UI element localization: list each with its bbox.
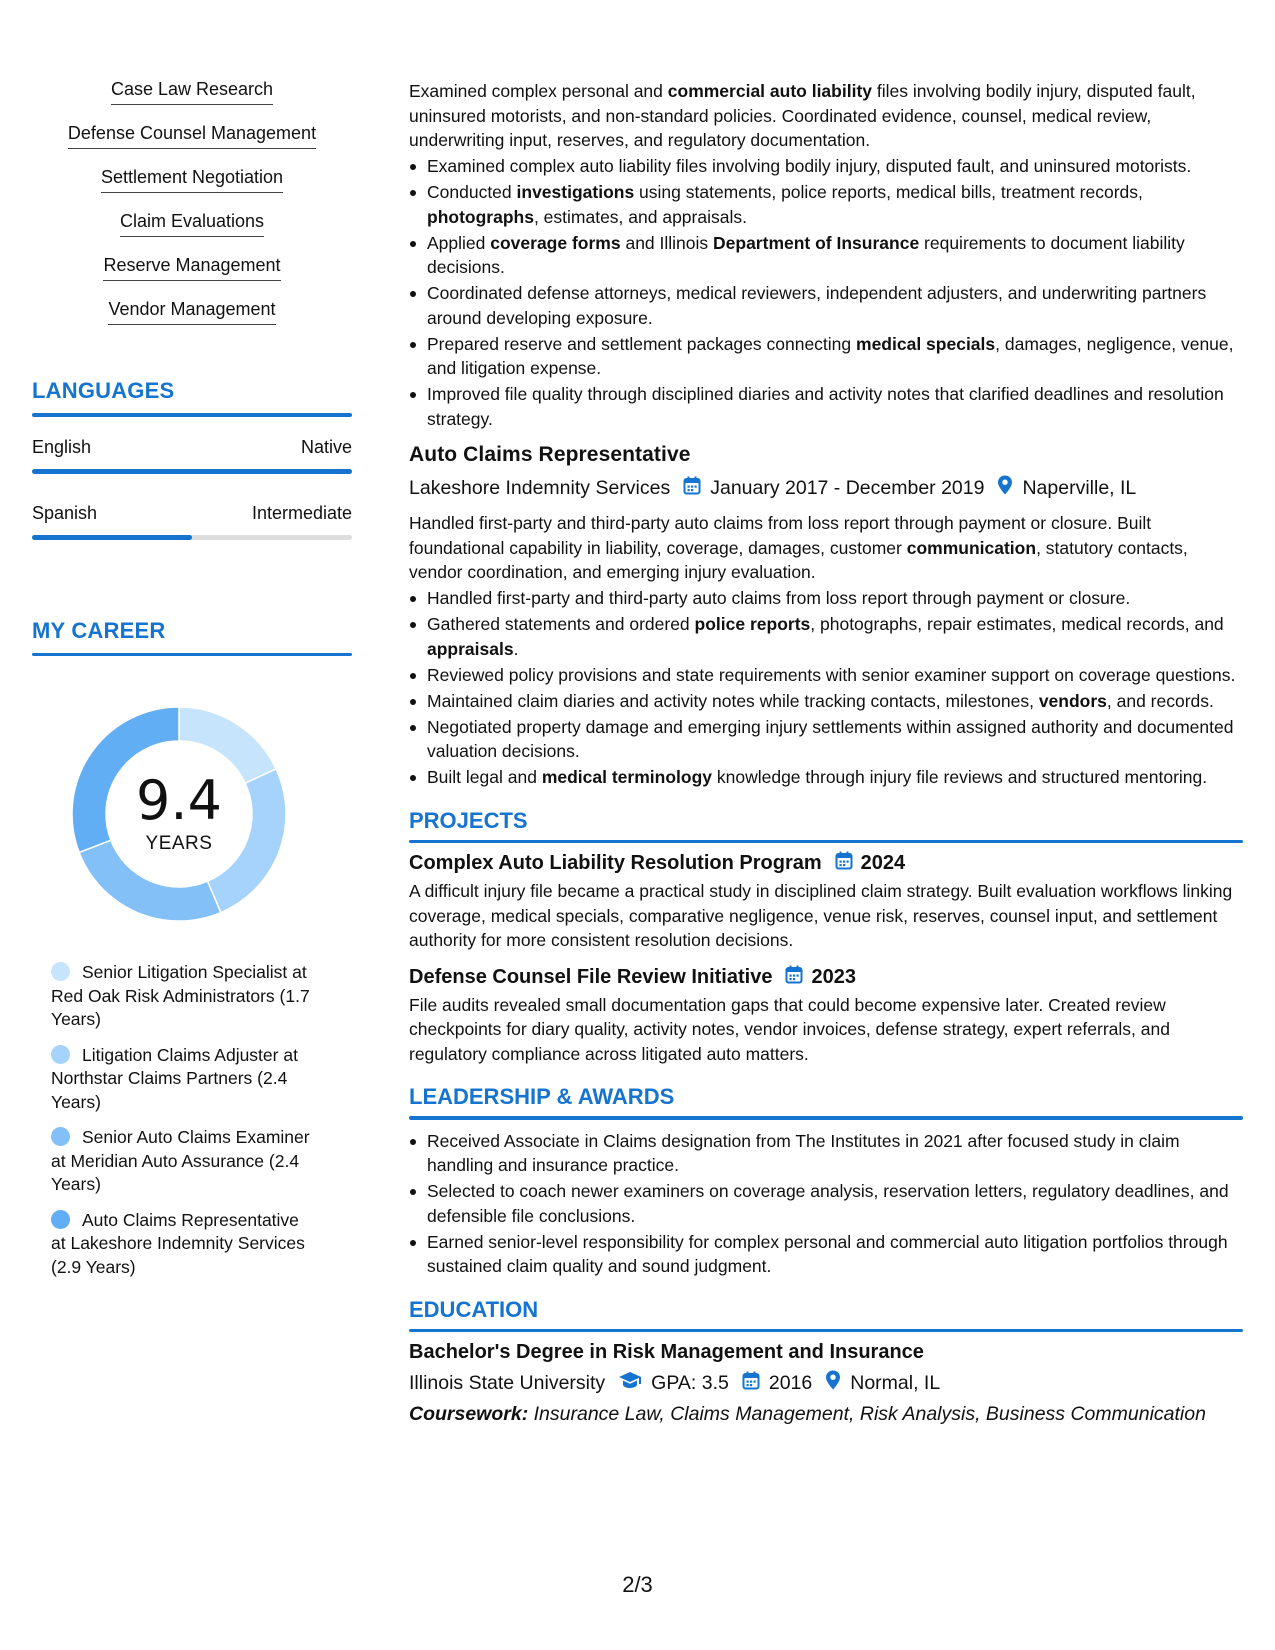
project-title: [409, 965, 1243, 990]
language-row: [32, 437, 352, 458]
bullet-item: Handled first-party and third-party auto claims from loss report through payment or closure.: [409, 586, 1243, 611]
career-legend-item: [51, 1044, 312, 1115]
legend-dot-icon: [51, 1127, 70, 1146]
section-divider: [32, 653, 352, 657]
language-level: Intermediate: [251, 502, 352, 523]
job-location: Naperville, IL: [1022, 476, 1137, 499]
skill-item: Defense Counsel Management: [68, 122, 316, 149]
skill-item: Vendor Management: [108, 298, 275, 325]
calendar-icon: [742, 1371, 760, 1396]
job-dates: January 2017 - December 2019: [710, 476, 985, 499]
school-name: Illinois State University: [409, 1371, 606, 1394]
section-divider: [409, 1329, 1243, 1333]
career-legend-label: Senior Litigation Specialist at Red Oak Risk Administrators (1.7 Years): [51, 962, 310, 1029]
language-bar: [32, 469, 352, 474]
language-bar-fill: [32, 535, 192, 540]
job-title: Auto Claims Representative: [409, 443, 691, 466]
legend-dot-icon: [51, 962, 70, 981]
right-column: [409, 79, 1243, 1426]
education-location: Normal, IL: [850, 1371, 941, 1394]
project-description: A difficult injury file became a practical study in disciplined claim strategy. Built evaluation workflows linking coverage, medical specials, comparative negligence, venue risk, reserves, counsel input, and settlement authority for more consistent resolution decisions.: [409, 881, 1233, 950]
projects-heading: PROJECTS: [409, 807, 528, 833]
bullet-item: Applied coverage forms and Illinois Department of Insurance requirements to document liability decisions.: [409, 231, 1243, 280]
bullet-item: Negotiated property damage and emerging injury settlements within assigned authority and documented valuation decisions.: [409, 715, 1243, 764]
company-name: Lakeshore Indemnity Services: [409, 476, 671, 499]
education-heading: EDUCATION: [409, 1296, 539, 1322]
leadership-heading: LEADERSHIP & AWARDS: [409, 1084, 675, 1109]
bullet-item: Conducted investigations using statements, police reports, medical bills, treatment records, photographs, estimates, and appraisals.: [409, 180, 1243, 229]
legend-dot-icon: [51, 1045, 70, 1064]
section-divider: [32, 413, 352, 417]
section-divider: [409, 1116, 1243, 1120]
skill-item: Reserve Management: [103, 254, 280, 281]
languages-heading: LANGUAGES: [32, 378, 175, 403]
graduation-cap-icon: [618, 1371, 642, 1395]
leadership-item: Selected to coach newer examiners on coverage analysis, reservation letters, regulatory deadlines, and defensible file conclusions.: [409, 1179, 1243, 1228]
calendar-icon: [683, 476, 701, 501]
leadership-item: Received Associate in Claims designation from The Institutes in 2021 after focused study in claim handling and insurance practice.: [409, 1129, 1243, 1178]
bullet-item: Reviewed policy provisions and state requirements with senior examiner support on coverage questions.: [409, 663, 1243, 688]
language-bar: [32, 535, 352, 540]
donut-center: [66, 701, 292, 927]
skill-item: Claim Evaluations: [120, 210, 264, 237]
page-number: 2/3: [622, 1572, 653, 1597]
job-summary: Handled first-party and third-party auto claims from loss report through payment or closure. Built foundational capability in liability, coverage, damages, customer communication, statutory contacts, vendor coordination, and emerging injury evaluation.: [409, 513, 1188, 582]
calendar-icon: [785, 965, 803, 990]
bullet-item: Improved file quality through disciplined diaries and activity notes that clarified deadlines and resolution strategy.: [409, 382, 1243, 431]
map-pin-icon: [825, 1370, 841, 1396]
coursework-list: Insurance Law, Claims Management, Risk Analysis, Business Communication: [533, 1403, 1206, 1425]
degree-title: Bachelor's Degree in Risk Management and Insurance: [409, 1341, 924, 1363]
gpa: GPA: 3.5: [651, 1371, 729, 1394]
bullet-item: Built legal and medical terminology knowledge through injury file reviews and structured mentoring.: [409, 765, 1243, 790]
project-title: [409, 851, 1243, 876]
career-legend: [32, 961, 312, 1279]
project-year: 2023: [811, 965, 856, 988]
project-description: File audits revealed small documentation gaps that could become expensive later. Created review checkpoints for diary quality, activity notes, vendor invoices, defense strategy, expert referrals, and regulatory compliance across litigated auto matters.: [409, 994, 1170, 1064]
language-name: English: [32, 436, 92, 457]
language-bar-fill: [32, 469, 352, 474]
section-divider: [409, 840, 1243, 844]
career-unit: YEARS: [145, 833, 213, 854]
skill-item: Settlement Negotiation: [101, 166, 283, 193]
career-total-years: 9.4: [136, 769, 222, 832]
career-donut-chart: [66, 701, 292, 927]
map-pin-icon: [997, 475, 1013, 501]
career-legend-item: [51, 961, 312, 1032]
legend-dot-icon: [51, 1210, 70, 1229]
education-meta: [409, 1370, 1243, 1396]
language-level: Native: [300, 436, 352, 457]
job-meta: [409, 475, 1243, 501]
bullet-item: Coordinated defense attorneys, medical reviewers, independent adjusters, and underwriting partners around developing exposure.: [409, 281, 1243, 330]
graduation-year: 2016: [768, 1371, 813, 1394]
leadership-item: Earned senior-level responsibility for complex personal and commercial auto litigation portfolios through sustained claim quality and sound judgment.: [409, 1230, 1243, 1279]
job-summary: Examined complex personal and commercial auto liability files involving bodily injury, disputed fault, uninsured motorists, and non-standard policies. Coordinated evidence, counsel, medical review, underwriting input, reserves, and regulatory documentation.: [409, 81, 1196, 150]
bullet-item: Prepared reserve and settlement packages connecting medical specials, damages, negligence, venue, and litigation expense.: [409, 332, 1243, 381]
career-legend-item: [51, 1209, 312, 1280]
left-column: [32, 78, 352, 1291]
project-name: Defense Counsel File Review Initiative: [409, 965, 773, 988]
language-name: Spanish: [32, 502, 98, 523]
career-legend-label: Auto Claims Representative at Lakeshore Indemnity Services (2.9 Years): [51, 1209, 305, 1277]
career-legend-label: Litigation Claims Adjuster at Northstar Claims Partners (2.4 Years): [51, 1044, 298, 1112]
career-heading: MY CAREER: [32, 617, 166, 643]
leadership-bullets: [409, 1129, 1243, 1279]
project-name: Complex Auto Liability Resolution Program: [409, 852, 822, 874]
career-legend-label: Senior Auto Claims Examiner at Meridian Auto Assurance (2.4 Years): [51, 1127, 310, 1194]
coursework: [409, 1403, 1243, 1426]
bullet-item: Examined complex auto liability files involving bodily injury, disputed fault, and uninsured motorists.: [409, 154, 1243, 179]
project-year: 2024: [860, 852, 906, 874]
bullet-item: Maintained claim diaries and activity notes while tracking contacts, milestones, vendors, and records.: [409, 689, 1243, 714]
language-row: [32, 503, 352, 524]
coursework-label: Coursework:: [409, 1403, 529, 1425]
job-bullets: [409, 586, 1243, 790]
career-legend-item: [51, 1126, 312, 1197]
skills-list: [32, 78, 352, 342]
calendar-icon: [835, 851, 853, 876]
skill-item: Case Law Research: [111, 78, 273, 105]
job-bullets: [409, 154, 1243, 431]
bullet-item: Gathered statements and ordered police reports, photographs, repair estimates, medical records, and appraisals.: [409, 612, 1243, 661]
